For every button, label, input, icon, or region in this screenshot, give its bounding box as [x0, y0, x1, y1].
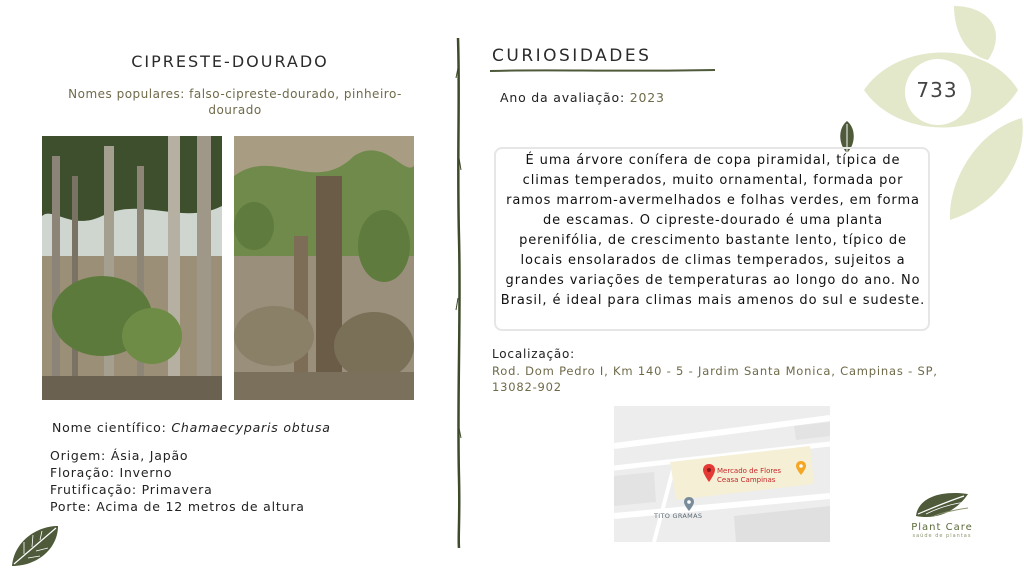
plant-number: 733: [916, 78, 958, 102]
brand-tagline: saúde de plantas: [912, 533, 972, 539]
scientific-name: [52, 420, 331, 435]
plant-photo-2: [234, 136, 414, 400]
vertical-divider: [452, 38, 466, 548]
evaluation-year: [500, 90, 665, 105]
map-poi-icon: [796, 461, 806, 475]
fact-fruiting: Frutificação: Primavera: [50, 482, 213, 497]
plant-title: CIPRESTE-DOURADO: [131, 52, 329, 71]
scientific-name-value: Chamaecyparis obtusa: [171, 420, 331, 435]
title-underline: [490, 66, 715, 74]
map-pin-icon: [703, 464, 715, 482]
location-map[interactable]: [614, 406, 830, 542]
description-text: É uma árvore conífera de copa piramidal, típica de climas temperados, muito ornamental, formada por ramos marrom-avermelhados e folhas verdes, em forma de escamas. O cipreste-dourado é uma planta perenifólia, de crescimento bastante lento, típico de locais ensolarados de climas temperados, sujeitos a grandes variações de temperaturas ao longo do ano. No Brasil, é ideal para climas mais amenos do sul e sudeste.: [500, 153, 926, 308]
plant-photo-1: [42, 136, 222, 400]
map-pin-label-line1: Mercado de Flores: [717, 467, 782, 475]
location-address: Rod. Dom Pedro I, Km 140 - 5 - Jardim Santa Monica, Campinas - SP, 13082-902: [492, 364, 938, 394]
plant-facts: [50, 447, 305, 515]
scientific-label: Nome científico:: [52, 420, 167, 435]
evaluation-label: Ano da avaliação:: [500, 90, 625, 105]
popular-names: Nomes populares: falso-cipreste-dourado, pinheiro-dourado: [68, 87, 402, 117]
map-pin-label: [717, 467, 781, 485]
map-secondary-pin-icon: [684, 497, 694, 511]
map-secondary-label: TITO GRAMAS: [654, 512, 703, 520]
decorative-leaf-bottom-left: [8, 522, 62, 570]
location-label: Localização:: [492, 347, 576, 361]
section-title: CURIOSIDADES: [492, 46, 652, 66]
fact-flowering: Floração: Inverno: [50, 465, 173, 480]
fact-origin: Origem: Ásia, Japão: [50, 448, 189, 463]
evaluation-value: 2023: [629, 90, 665, 105]
brand-name: Plant Care: [911, 522, 973, 533]
fact-size: Porte: Acima de 12 metros de altura: [50, 499, 305, 514]
map-pin-label-line2: Ceasa Campinas: [717, 476, 776, 484]
